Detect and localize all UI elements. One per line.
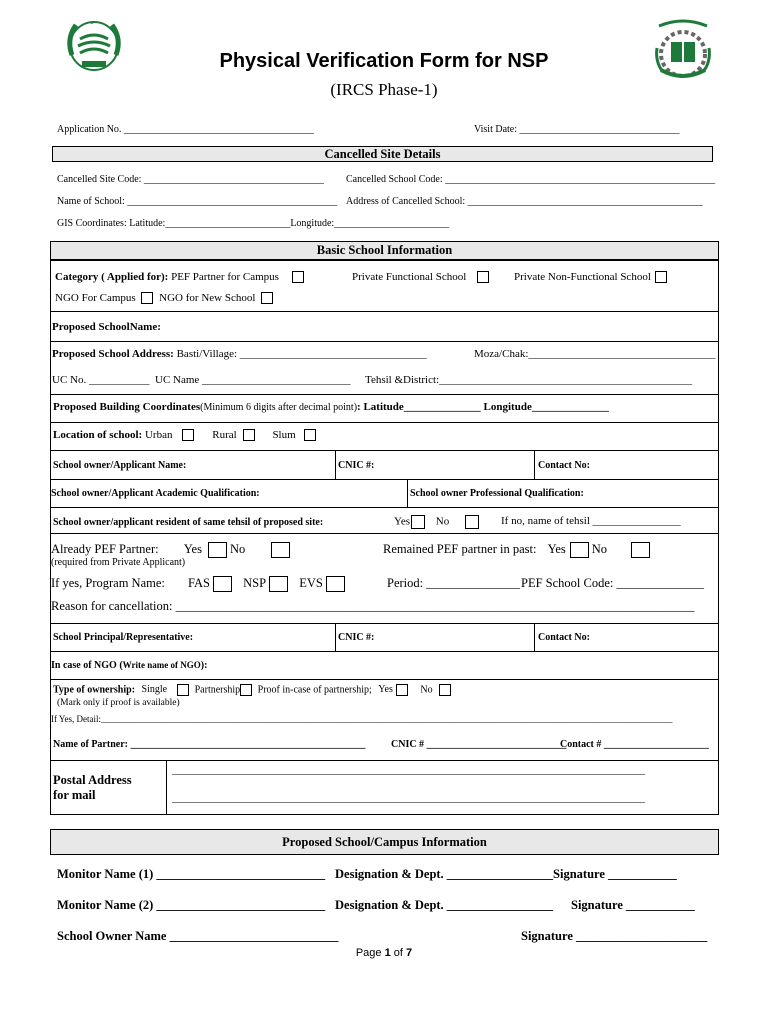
cancellation-reason-field[interactable]: Reason for cancellation: ___________________________________________________________________________________ <box>51 599 695 613</box>
name-of-school-field[interactable]: Name of School: __________________________________________ <box>57 196 338 207</box>
cancelled-site-code-field[interactable]: Cancelled Site Code: ____________________________________ <box>57 174 324 185</box>
partner-contact-field[interactable]: Contact # _____________________ <box>560 739 709 750</box>
proof-yes-checkbox[interactable] <box>396 684 408 696</box>
cancelled-address-field[interactable]: Address of Cancelled School: _______________________________________________ <box>346 196 703 207</box>
remained-yes-checkbox[interactable] <box>570 542 589 558</box>
nsp-checkbox[interactable] <box>269 576 288 592</box>
resident-label: School owner/applicant resident of same tehsil of proposed site: <box>53 517 324 528</box>
if-no-tehsil-field[interactable]: If no, name of tehsil ________________ <box>501 515 681 527</box>
already-pef-yes-checkbox[interactable] <box>208 542 227 558</box>
ngo-new-checkbox[interactable] <box>261 292 273 304</box>
resident-yes-checkbox[interactable] <box>411 515 425 529</box>
proposed-info-heading: Proposed School/Campus Information <box>50 829 719 855</box>
partner-name-field[interactable]: Name of Partner: _______________________________________________ <box>53 739 366 750</box>
cancelled-school-code-field[interactable]: Cancelled School Code: ______________________________________________________ <box>346 174 716 185</box>
urban-checkbox[interactable] <box>182 429 194 441</box>
professional-qualification-field[interactable]: School owner Professional Qualification: <box>410 488 584 499</box>
already-pef-no-checkbox[interactable] <box>271 542 290 558</box>
period-field[interactable]: Period: _______________ <box>387 576 520 590</box>
resident-no-label: No <box>435 515 450 528</box>
already-pef-yes-label: Yes <box>183 542 202 556</box>
page-prefix: Page <box>355 947 385 959</box>
category-row <box>55 271 307 283</box>
rural-checkbox[interactable] <box>243 429 255 441</box>
principal-cnic-field[interactable]: CNIC #: <box>338 632 375 643</box>
remained-no-checkbox[interactable] <box>631 542 650 558</box>
mark-note: (Mark only if proof is available) <box>57 698 180 708</box>
proof-label: Proof in-case of partnership; <box>257 684 372 696</box>
ngo-name-field[interactable] <box>51 660 207 671</box>
page-number <box>0 947 768 959</box>
principal-contact-field[interactable]: Contact No: <box>538 632 590 643</box>
resident-no-checkbox[interactable] <box>465 515 479 529</box>
proof-yes-label: Yes <box>378 684 393 696</box>
page-total: 7 <box>406 947 413 959</box>
coords-label: Proposed Building Coordinates <box>53 401 201 413</box>
tehsil-district-field[interactable]: Tehsil &District:______________________________________________ <box>365 374 693 386</box>
academic-qualification-field[interactable]: School owner/Applicant Academic Qualification: <box>51 488 260 499</box>
category-label: Category ( Applied for): <box>55 271 169 283</box>
if-yes-detail-field[interactable]: If Yes, Detail:_______________________________________________________________________________________________________________________________ <box>51 714 673 724</box>
resident-yes-label: Yes <box>394 515 411 528</box>
location-label: Location of school: <box>53 429 143 441</box>
ngo-suffix: ): <box>200 660 208 671</box>
already-pef-label: Already PEF Partner: <box>51 542 159 556</box>
coords-latitude-field[interactable]: : Latitude______________ <box>357 401 481 413</box>
ownership-label: Type of ownership: <box>53 684 136 696</box>
slum-checkbox[interactable] <box>304 429 316 441</box>
designation-2-field[interactable]: Designation & Dept. _________________ <box>335 898 554 912</box>
nsp-label: NSP <box>243 576 267 590</box>
remained-yes-label: Yes <box>547 542 566 556</box>
proof-no-checkbox[interactable] <box>439 684 451 696</box>
postal-address-line-1[interactable]: ______________________________________________________________________________________ <box>172 764 645 776</box>
school-owner-name-field[interactable]: School Owner Name ___________________________ <box>57 929 339 943</box>
private-nonfunctional-checkbox[interactable] <box>655 271 667 283</box>
uc-name-field[interactable]: UC Name ___________________________ <box>155 374 351 386</box>
basti-field[interactable]: Basti/Village: __________________________________ <box>176 348 427 360</box>
gis-coordinates-field[interactable]: GIS Coordinates: Latitude:_________________________Longitude:_______________________ <box>57 218 450 229</box>
cancelled-site-heading: Cancelled Site Details <box>52 146 713 162</box>
pef-school-code-field[interactable]: PEF School Code: ______________ <box>521 576 704 590</box>
partnership-checkbox[interactable] <box>240 684 252 696</box>
location-urban-label: Urban <box>144 429 173 441</box>
option-ngo-new: NGO for New School <box>159 292 256 304</box>
proof-no-label: No <box>420 684 433 696</box>
remained-no-label: No <box>591 542 608 556</box>
coords-note: (Minimum 6 digits after decimal point) <box>200 402 358 413</box>
basic-info-table <box>50 260 719 815</box>
fas-label: FAS <box>187 576 210 590</box>
signature-3-field[interactable]: Signature _____________________ <box>521 929 708 943</box>
required-note: (required from Private Applicant) <box>51 557 186 568</box>
fas-checkbox[interactable] <box>213 576 232 592</box>
partner-cnic-field[interactable]: CNIC # ____________________________ <box>391 739 567 750</box>
uc-no-field[interactable]: UC No. ___________ <box>52 374 150 386</box>
application-no-field[interactable]: Application No. ______________________________________ <box>57 124 314 135</box>
owner-name-field[interactable]: School owner/Applicant Name: <box>53 460 187 471</box>
owner-contact-field[interactable]: Contact No: <box>538 460 590 471</box>
remained-pef-label: Remained PEF partner in past: <box>383 542 537 556</box>
location-rural-label: Rural <box>212 429 237 441</box>
monitor-2-field[interactable]: Monitor Name (2) ___________________________ <box>57 898 326 912</box>
ngo-campus-checkbox[interactable] <box>141 292 153 304</box>
postal-address-line-2[interactable]: ______________________________________________________________________________________ <box>172 792 645 804</box>
coords-longitude-field[interactable]: Longitude______________ <box>483 401 609 413</box>
form-title: Physical Verification Form for NSP <box>219 50 549 72</box>
signature-2-field[interactable]: Signature ___________ <box>571 898 695 912</box>
partnership-label: Partnership <box>194 684 241 696</box>
page-current: 1 <box>384 947 391 959</box>
ngo-note: Write name of NGO <box>122 660 201 670</box>
designation-1-field[interactable]: Designation & Dept. _________________Signature ___________ <box>335 867 677 881</box>
page-of: of <box>390 947 407 959</box>
visit-date-field[interactable]: Visit Date: ________________________________ <box>474 124 680 135</box>
owner-cnic-field[interactable]: CNIC #: <box>338 460 375 471</box>
evs-label: EVS <box>299 576 323 590</box>
basic-info-heading: Basic School Information <box>50 241 719 260</box>
single-label: Single <box>141 684 168 696</box>
location-slum-label: Slum <box>272 429 296 441</box>
address-label: Proposed School Address: <box>52 348 174 360</box>
option-pef-partner: PEF Partner for Campus <box>171 271 279 283</box>
postal-address-label-2: for mail <box>53 788 96 802</box>
ngo-prefix: In case of NGO ( <box>51 660 123 671</box>
postal-address-label-1: Postal Address <box>53 773 132 787</box>
already-pef-no-label: No <box>229 542 246 556</box>
proposed-school-name-field[interactable]: Proposed SchoolName: <box>52 321 161 333</box>
moza-field[interactable]: Moza/Chak:__________________________________ <box>474 348 716 360</box>
single-checkbox[interactable] <box>177 684 189 696</box>
form-subtitle: (IRCS Phase-1) <box>330 80 438 99</box>
option-private-nonfunctional: Private Non-Functional School <box>514 271 651 283</box>
principal-field[interactable]: School Principal/Representative: <box>53 632 194 643</box>
evs-checkbox[interactable] <box>326 576 345 592</box>
pef-partner-checkbox[interactable] <box>292 271 304 283</box>
private-functional-checkbox[interactable] <box>477 271 489 283</box>
option-ngo-campus: NGO For Campus <box>55 292 136 304</box>
program-label: If yes, Program Name: <box>51 576 165 590</box>
monitor-1-field[interactable]: Monitor Name (1) ___________________________ <box>57 867 326 881</box>
option-private-functional: Private Functional School <box>352 271 467 283</box>
